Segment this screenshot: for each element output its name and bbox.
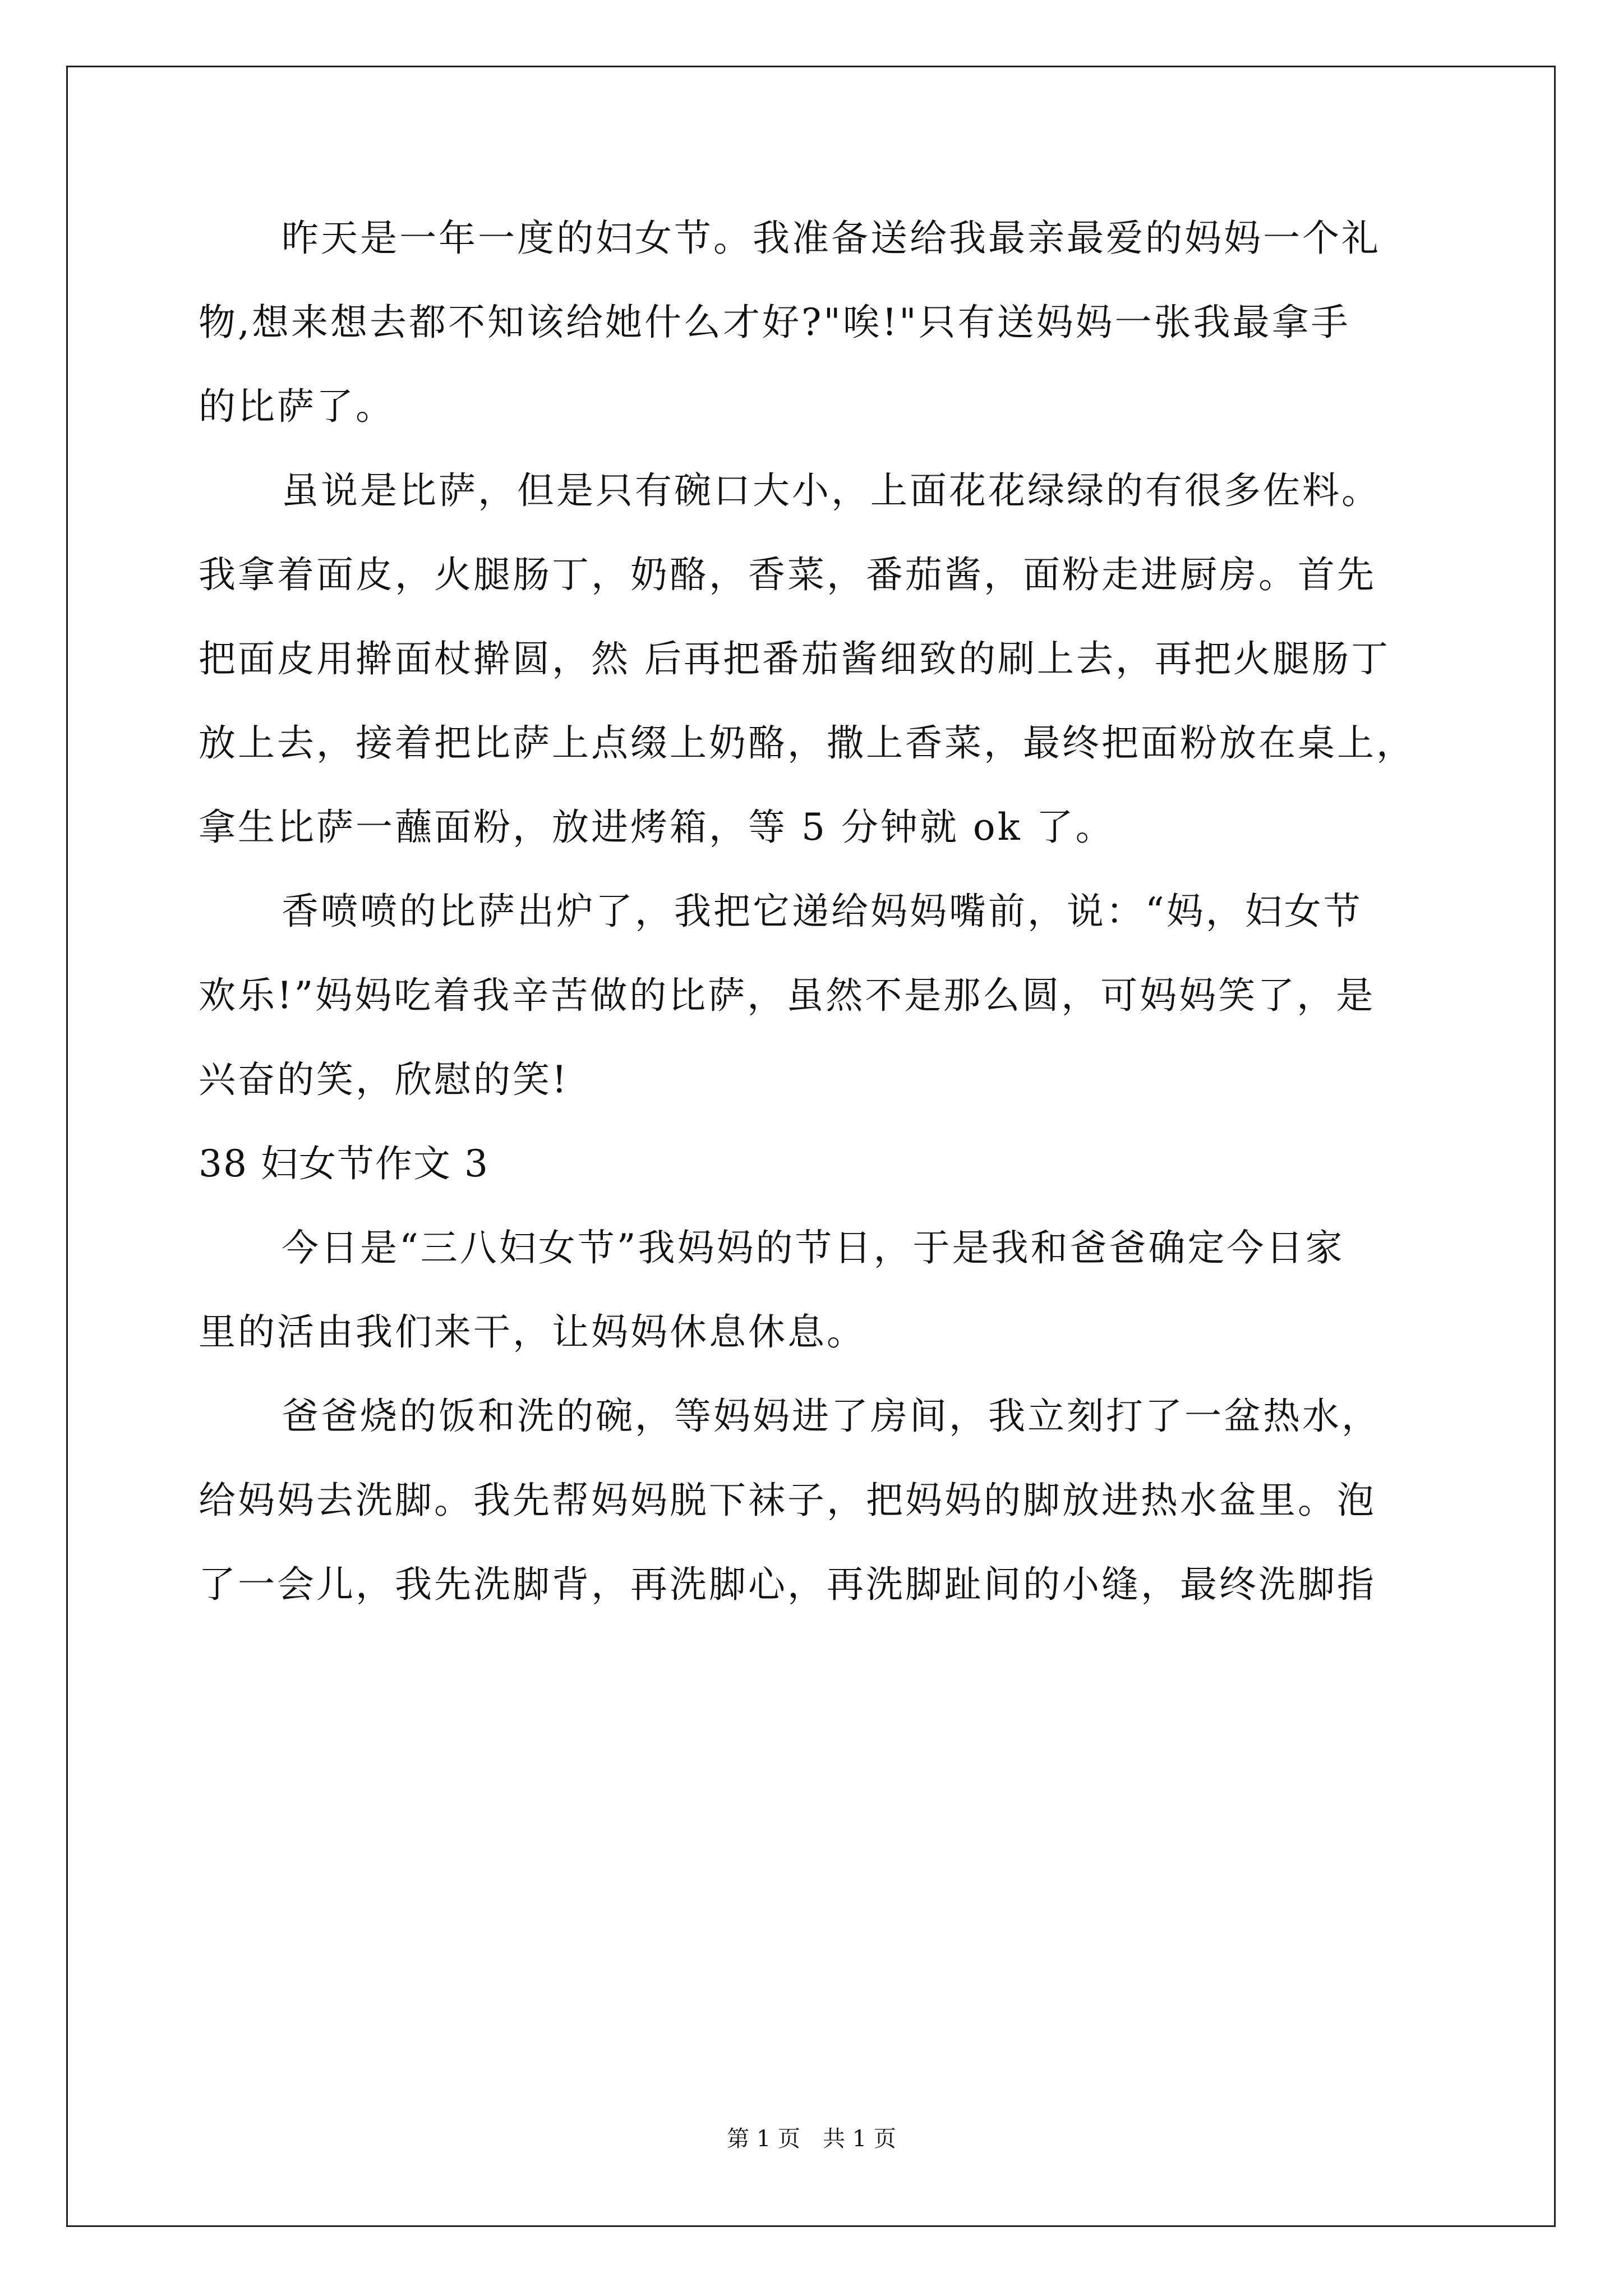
paragraph-5-line-2: 给妈妈去洗脚。我先帮妈妈脱下袜子，把妈妈的脚放进热水盆里。泡 bbox=[199, 1479, 1376, 1522]
paragraph-3-line-1: 香喷喷的比萨出炉了，我把它递给妈妈嘴前，说：“妈，妇女节 bbox=[282, 890, 1363, 933]
paragraph-2-line-4: 放上去，接着把比萨上点缀上奶酪，撒上香菜，最终把面粉放在桌上， bbox=[199, 721, 1415, 765]
paragraph-4-line-2: 里的活由我们来干，让妈妈休息休息。 bbox=[199, 1310, 866, 1354]
paragraph-5-line-3: 了一会儿，我先洗脚背，再洗脚心，再洗脚趾间的小缝，最终洗脚指 bbox=[199, 1563, 1376, 1606]
paragraph-1-line-1: 昨天是一年一度的妇女节。我准备送给我最亲最爱的妈妈一个礼 bbox=[282, 217, 1381, 260]
paragraph-2-line-1: 虽说是比萨，但是只有碗口大小，上面花花绿绿的有很多佐料。 bbox=[282, 469, 1381, 512]
page-number-footer: 第 1 页 共 1 页 bbox=[727, 2126, 896, 2152]
paragraph-2-line-5: 拿生比萨一蘸面粉，放进烤箱，等 5 分钟就 ok 了。 bbox=[199, 806, 1115, 849]
paragraph-2-line-3: 把面皮用擀面杖擀圆，然 后再把番茄酱细致的刷上去，再把火腿肠丁 bbox=[199, 637, 1390, 680]
paragraph-5-line-1: 爸爸烧的饭和洗的碗，等妈妈进了房间，我立刻打了一盆热水， bbox=[282, 1395, 1381, 1438]
section-heading: 38 妇女节作文 3 bbox=[199, 1142, 489, 1185]
paragraph-1-line-3: 的比萨了。 bbox=[199, 385, 395, 428]
paragraph-3-line-2: 欢乐!”妈妈吃着我辛苦做的比萨，虽然不是那么圆，可妈妈笑了，是 bbox=[199, 974, 1376, 1017]
paragraph-4-line-1: 今日是“三八妇女节”我妈妈的节日，于是我和爸爸确定今日家 bbox=[282, 1226, 1345, 1269]
paragraph-1-line-2: 物,想来想去都不知该给她什么才好?"唉!"只有送妈妈一张我最拿手 bbox=[199, 301, 1350, 344]
paragraph-3-line-3: 兴奋的笑，欣慰的笑! bbox=[199, 1058, 569, 1101]
paragraph-2-line-2: 我拿着面皮，火腿肠丁，奶酪，香菜，番茄酱，面粉走进厨房。首先 bbox=[199, 553, 1376, 596]
